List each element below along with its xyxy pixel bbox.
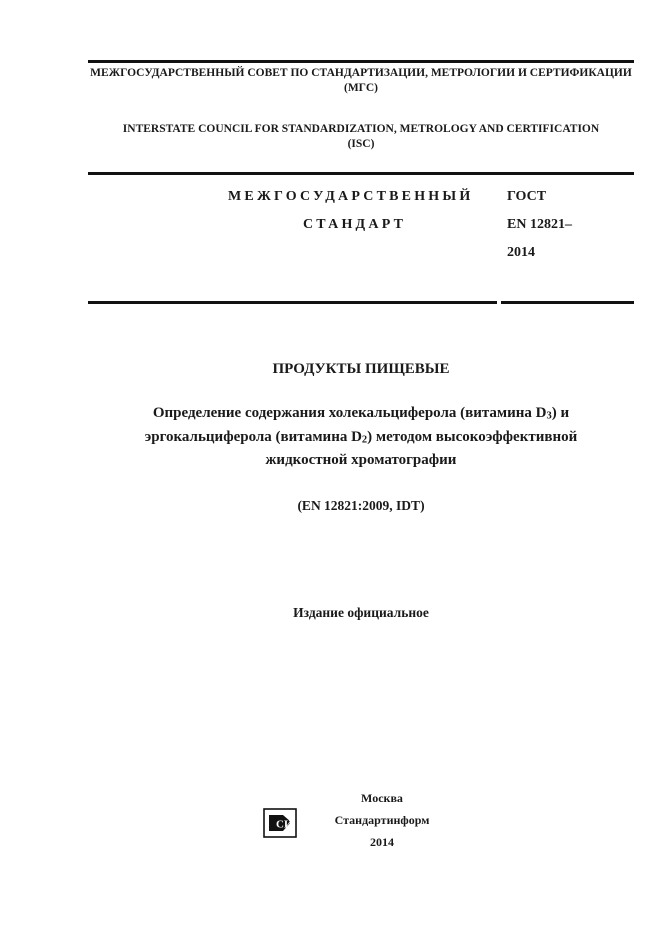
standard-type-line1: МЕЖГОСУДАРСТВЕННЫЙ <box>228 189 474 204</box>
standard-code-line1: ГОСТ <box>507 189 547 204</box>
edition-label: Издание официальное <box>293 605 429 620</box>
standartinform-logo <box>263 808 297 838</box>
header-rule <box>88 172 634 175</box>
standard-code-line3: 2014 <box>507 245 535 260</box>
identity-reference: (EN 12821:2009, IDT) <box>297 498 425 513</box>
publisher-name: Стандартинформ <box>334 813 430 827</box>
top-rule <box>88 60 634 63</box>
logo-text: СИ <box>276 818 293 831</box>
subtitle-line2-end: ) методом высокоэффективной <box>367 428 578 445</box>
standard-code-line2: EN 12821– <box>507 217 572 232</box>
publisher-city: Москва <box>361 791 403 805</box>
subtitle-line2-text: эргокальциферола (витамина D <box>144 428 362 445</box>
standard-type-line2: СТАНДАРТ <box>303 217 407 232</box>
council-abbr-ru: (МГС) <box>344 82 378 94</box>
subscript-3: 3 <box>546 410 552 422</box>
council-name-ru <box>88 66 634 96</box>
subtitle-line1-text: Определение содержания холекальциферола (витамина D <box>152 405 547 421</box>
standartinform-logo-icon <box>263 808 297 838</box>
subtitle-line1 <box>88 403 634 427</box>
subtitle-line3: жидкостной хроматографии <box>265 452 457 469</box>
council-name-en-line1: INTERSTATE COUNCIL FOR STANDARDIZATION, METROLOGY AND CERTIFICATION <box>122 123 600 135</box>
designation-rule-left <box>88 301 497 304</box>
subtitle-line2 <box>88 427 634 451</box>
subscript-2: 2 <box>361 434 368 446</box>
document-subtitle <box>88 403 634 471</box>
council-name-en <box>88 122 634 152</box>
subtitle-line1-end: ) и <box>551 405 570 421</box>
designation-rule-right <box>501 301 634 304</box>
document-title: ПРОДУКТЫ ПИЩЕВЫЕ <box>272 361 450 377</box>
council-name-ru-line1: МЕЖГОСУДАРСТВЕННЫЙ СОВЕТ ПО СТАНДАРТИЗАЦИИ, МЕТРОЛОГИИ И СЕРТИФИКАЦИИ <box>90 67 632 79</box>
council-abbr-en: (ISC) <box>347 138 375 150</box>
publication-year: 2014 <box>370 835 394 849</box>
